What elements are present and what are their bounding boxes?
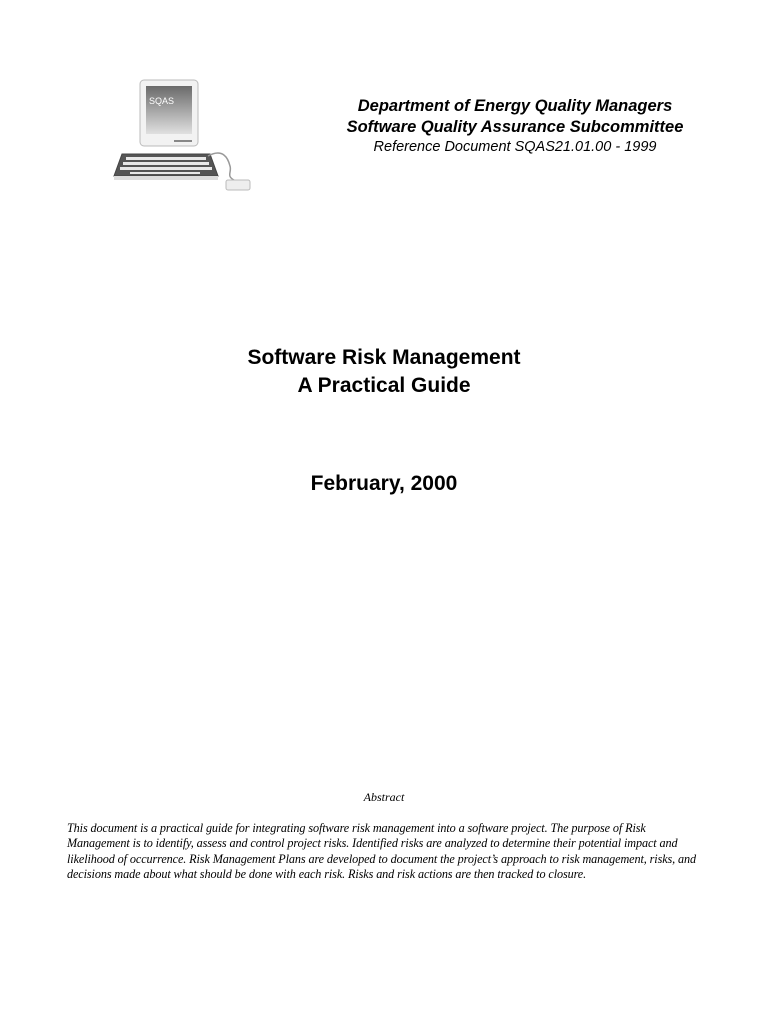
organization-name: Department of Energy Quality Managers — [357, 97, 673, 115]
computer-icon — [108, 76, 258, 196]
title-line-2: A Practical Guide — [297, 374, 471, 397]
abstract-body: This document is a practical guide for integrating software risk management into a software project. The purpose of Risk Management is to identify, assess and control project risks. Identified risks are analyzed to determine their potential impact and likelihood of occurrence. Risk Management Plans are developed to document the project’s approach to risk management, risks, and decisions made about what should be done with each risk. Risks and risk actions are then tracked to closure. — [67, 821, 697, 881]
abstract-heading: Abstract — [363, 790, 405, 804]
document-date: February, 2000 — [310, 472, 458, 495]
document-header — [300, 96, 730, 157]
title-line-1: Software Risk Management — [247, 346, 521, 369]
reference-number: Reference Document SQAS21.01.00 - 1999 — [373, 139, 657, 155]
subcommittee-name: Software Quality Assurance Subcommittee — [346, 118, 684, 136]
screen-label: SQAS — [149, 96, 175, 106]
document-title — [0, 344, 768, 400]
